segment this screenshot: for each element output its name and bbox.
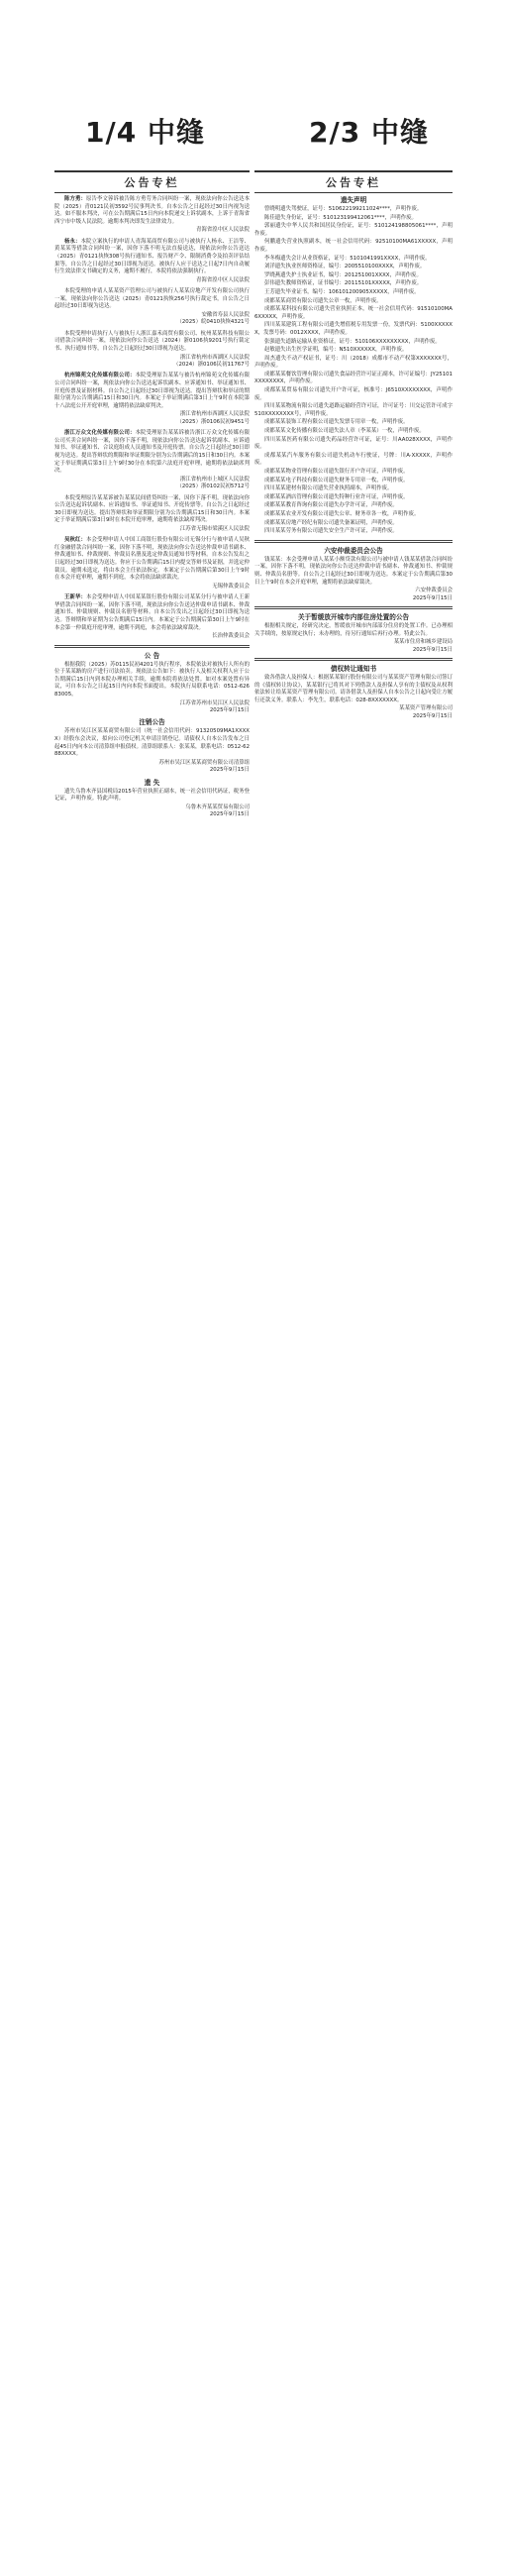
announcement-title: 六安仲裁委员会公告 [324, 546, 383, 555]
right-column [254, 170, 453, 2568]
announcement-signer [54, 700, 250, 715]
court-notice [54, 430, 250, 490]
lost-statement-title: 遗失声明 [340, 196, 367, 204]
signer-line: 青海省湟中区人民法院 [196, 227, 250, 234]
lost-statement-item: 曾晓明遗失驾驶证，证号：510622199211024****，声明作废。 [264, 206, 423, 212]
announcement [54, 662, 250, 715]
lost-statement-item: 赵敏遗失出生医学证明，编号：N510XXXXXX，声明作废。 [264, 347, 408, 354]
court-notice [54, 594, 250, 640]
court-notice-text [54, 537, 250, 583]
notice-addressee: 杨永： [64, 238, 81, 245]
announcement-signer [254, 639, 453, 654]
lost-statement-item: 成都某某商贸有限公司遗失公章一枚，声明作废。 [264, 297, 382, 304]
signer-line: 江苏省苏州市吴江区人民法院 [179, 699, 250, 706]
deregistration-notice [54, 728, 250, 774]
court-notice-text [54, 239, 250, 276]
notice-body: 本院受理原告某某与被告杭州锦苑文化传媒有限公司合同纠纷一案，现依法向你公告送达起诉状副本、应诉通知书、举证通知书、开庭传票及证据材料。自公告之日起经过30日即视为送达。提出答辩状和举证的期限分别为公告期满后15日和30日内。本案定于举证期满后第3日上午9时在本院第十八法庭公开开庭审理，逾期将依法缺席判决。 [54, 373, 250, 409]
signer-line: 某某市住房和城乡建设局 [393, 639, 453, 646]
lost-notice [54, 789, 250, 819]
lost-statement-item: 成都某某教育咨询有限公司遗失办学许可证，声明作废。 [264, 502, 398, 509]
signer-line: 2025年9月15日 [209, 811, 250, 818]
notice-signer [54, 312, 250, 327]
lost-statement-item: 四川某某建筑工程有限公司遗失增值税专用发票一份，发票代码：5100XXXXXX，发票号码：0012XXXX，声明作废。 [254, 322, 453, 336]
announcement-signer [254, 588, 453, 602]
deregistration-signer [54, 760, 250, 775]
notice-body: 本院受理申请执行人与被执行人浙江嘉禾商贸有限公司、杭州某某科技有限公司借款合同纠纷一案，现依法向你公告送达（2024）浙0106执9201号执行裁定书、执行通知书等，自公告之日起经过30日即视为送达。 [54, 330, 250, 352]
lost-statement-item: 四川某某建材有限公司遗失营业执照副本，声明作废。 [264, 485, 393, 492]
notice-signer [54, 477, 250, 491]
lost-signer [54, 805, 250, 819]
court-notice-text [54, 495, 250, 525]
lost-statement-item: 成都某某农业开发有限公司遗失公章、财务章各一枚，声明作废。 [264, 510, 420, 517]
announcement-title: 公 告 [144, 651, 160, 660]
notice-addressee: 杭州锦苑文化传媒有限公司： [64, 373, 136, 379]
lost-statement-item: 张强遗失道路运输从业资格证，证号：510106XXXXXXXXX，声明作废。 [264, 338, 441, 345]
lost-statement-item: 罗晓燕遗失护士执业证书，编号：201251001XXXX，声明作废。 [264, 271, 422, 278]
right-announcements-list [254, 540, 453, 720]
signer-line: 2025年9月15日 [412, 646, 453, 653]
announcement-title: 债权转让通知书 [330, 664, 377, 673]
lost-statement-item: 成都某某科技有限公司遗失营业执照正本，统一社会信用代码：91510100MA6XXXXX，声明作废。 [254, 306, 453, 320]
notice-addressee: 王新华： [64, 594, 87, 601]
notice-body: 本院受理的申请人某某资产管理公司与被执行人某某房地产开发有限公司执行一案，现依法向你公告送达（2025）青0121执恢256号执行裁定书，自公告之日起经过30日即视为送达。 [54, 288, 250, 310]
divider [254, 606, 453, 609]
lost-statement-item: 王芳遗失毕业证书，编号：106101200905XXXXX，声明作废。 [264, 288, 420, 295]
signer-line: 安徽省寿县人民法院 [201, 311, 250, 318]
signer-line: 2025年9月15日 [412, 594, 453, 601]
court-notice [54, 196, 250, 235]
court-notice [54, 537, 250, 590]
notice-addressee: 吴秋红： [64, 537, 87, 544]
lost-statement-item: 郭丽遗失中华人民共和国居民身份证，证号：510124198805061****，声明作废。 [254, 223, 453, 237]
notice-signer [54, 633, 250, 640]
divider [254, 658, 453, 661]
lost-statement-item: 陈佳遗失身份证，证号：510123199412061****，声明作废。 [264, 214, 417, 221]
lost-statement-item: 四川某某劳务有限公司遗失安全生产许可证，声明作废。 [264, 528, 398, 535]
court-notice [54, 239, 250, 284]
right-column-header: 公告专栏 [254, 170, 453, 193]
notice-body: 本院受理原告某某诉被告某某民间借贷纠纷一案，因你下落不明，现依法向你公告送达起诉状副本、应诉通知书、举证通知书、开庭传票等。自公告之日起经过30日即视为送达。提出答辩状和举证期限分别为公告期满后15日和30日内。本案定于举证期满后第3日9时在本院开庭审理，逾期将依法缺席判决。 [54, 494, 250, 524]
announcement-text: 致各借款人及担保人：根据某某银行股份有限公司与某某资产管理有限公司签订的《债权转让协议》，某某银行已将其对下列借款人及担保人享有的主债权及从权利依法转让给某某资产管理有限公司。请各借款人及担保人自本公告之日起向受让方履行还款义务。联系人：李先生，联系电话：028-8XXXXXXX。 [254, 674, 453, 703]
lost-statement-item: 彭伟遗失教师资格证，证书编号：20115101XXXXX，声明作废。 [264, 280, 423, 287]
announcement-title: 关于暂缓放开城市内部住房处置的公告 [297, 612, 410, 621]
lost-statement-item: 成都某某装饰工程有限公司遗失发票专用章一枚，声明作废。 [264, 419, 409, 426]
announcement-text: 根据我院（2025）苏0115民初4201号执行程序，本院依法对被执行人所有的位于某某路的房产进行司法拍卖。现依法公告如下：被执行人及相关权利人应于公告期满后15日内到本院办理相关手续，逾期本院将依法处置。如对本案处置有异议，可自本公告之日起15日内向本院书面提出。本院执行局联系电话：0512-62683005。 [54, 661, 250, 698]
lost-title: 遗 失 [144, 778, 160, 787]
notice-body: 本会受理申请人中国某某银行股份有限公司某某分行与被申请人王新华借款合同纠纷一案，因你下落不明，现依法向你公告送达仲裁申请书副本、仲裁通知书、仲裁规则、仲裁员名册等材料。自本公告发出之日起经过30日即视为送达。答辩期和举证期为公告期满后15日内。本案定于公告期满后第30日上午9时在本会第一仲裁庭开庭审理，逾期不到庭，本会将依法缺席裁决。 [54, 594, 250, 631]
court-notice-text [54, 430, 250, 476]
court-notice [54, 331, 250, 370]
signer-line: 长治仲裁委员会 [212, 633, 250, 640]
lost-statement-item: 成都某某文化传播有限公司遗失法人章（李某某）一枚，声明作废。 [264, 428, 425, 435]
lost-statement-item: 周杰遗失不动产权证书，证号：川（2018）成都市不动产权第XXXXXXX号，声明作废。 [254, 355, 453, 370]
notice-signer [54, 584, 250, 590]
signer-line: 2025年9月15日 [412, 712, 453, 719]
announcement-text: 根据相关规定，经研究决定，暂缓放开城市内部部分住房的处置工作。已办理相关手续的，按原规定执行；未办理的，待另行通知后再行办理。特此公告。 [254, 622, 453, 637]
deregistration-title: 注销公告 [139, 718, 165, 727]
signer-line: 江苏省无锡市梁溪区人民法院 [179, 525, 250, 532]
right-gutter-heading: 2/3 中缝 [309, 116, 429, 149]
left-gutter-heading: 1/4 中缝 [85, 116, 205, 149]
signer-line: 某某资产管理有限公司 [399, 705, 453, 712]
lost-statement-item: 成都某某餐饮管理有限公司遗失食品经营许可证正副本，许可证编号：JY25101XXXXXXXX，声明作废。 [254, 371, 453, 385]
court-notice [54, 288, 250, 327]
divider [54, 645, 250, 648]
notice-body: 本院受理原告某某诉被告浙江万众文化传媒有限公司买卖合同纠纷一案，因你下落不明，现依法向你公告送达起诉状副本、应诉通知书、举证通知书、合议庭组成人员通知书及开庭传票。自公告之日起经过30日即视为送达。提出答辩状的期限和举证期限分别为公告期满后的15日和30日内。本案定于举证期满后第3日上午9时30分在本院第六法庭开庭审理，逾期将依法缺席判决。 [54, 430, 250, 475]
lost-statement-item: 成都某某汽车服务有限公司遗失机动车行驶证，号牌：川A·XXXXX，声明作废。 [254, 452, 453, 467]
court-notice-text [54, 594, 250, 632]
notice-body: 本会受理申请人中国工商银行股份有限公司无锡分行与被申请人吴秋红金融借款合同纠纷一案，因你下落不明，现依法向你公告送达仲裁申请书副本、仲裁通知书、仲裁规则、仲裁员名册及选定仲裁员通知书等材料。自本公告发出之日起经过30日即视为送达。你应于公告期满后15日内提交答辩书及证据，并选定仲裁员。逾期未选定，将由本会主任依法指定。本案定于公告期满后第30日上午9时在本会开庭审理，逾期不到庭，本会将依法缺席裁决。 [54, 537, 250, 582]
lost-statement-item: 刘洋遗失执业医师资格证，编号：2005510100XXXX，声明作废。 [264, 264, 426, 270]
notice-signer [54, 227, 250, 234]
notice-addressee: 浙江万众文化传媒有限公司： [64, 430, 136, 437]
signer-line: 乌鲁木齐某某贸易有限公司 [185, 804, 250, 810]
lost-statement-item: 何鹏遗失营业执照副本，统一社会信用代码：92510100MA61XXXXX，声明作废。 [254, 239, 453, 253]
left-notices-list [54, 196, 250, 641]
notice-addressee: 陈方勇： [64, 196, 87, 202]
notice-signer [54, 355, 250, 370]
notice-signer [54, 411, 250, 426]
signer-line: （2025）皖0410执恢4321号 [176, 319, 250, 326]
deregistration-text: 苏州市吴江区某某商贸有限公司（统一社会信用代码：91320509MA1XXXXX）经股东会决议，拟向公司登记机关申请注销登记。请债权人自本公告发布之日起45日内向本公司清算组申报债权。清算组联系人：张某某，联系电话：0512-6288XXXX。 [54, 728, 250, 758]
court-notice-text [54, 331, 250, 354]
left-column [54, 170, 250, 2568]
right-notices-list [254, 206, 453, 536]
lost-statement-item: 四川某某物流有限公司遗失道路运输经营许可证，许可证号：川交运管许可成字510XXXXXXXX号，声明作废。 [254, 403, 453, 417]
divider [254, 540, 453, 543]
lost-statement-item: 李冬梅遗失会计从业资格证，证号：5101041991XXXX，声明作废。 [264, 255, 431, 262]
notice-body: 本院立案执行的申请人青海某商贸有限公司与被执行人杨永、王洁等、黄某某等借款合同纠纷一案，因你下落不明无法直接送达，现依法向你公告送达（2025）青0121执恢308号执行通知书、报告财产令、限制消费令及拍卖评估结果等，自公告之日起经过30日即视为送达。被执行人应于送达之日起7日内自动履行生效法律文书确定的义务，逾期不履行，本院将依法强制执行。 [54, 238, 250, 275]
notice-signer [54, 277, 250, 284]
lost-text: 遗失乌鲁木齐县国税局2015年营业执照正副本，统一社会信用代码证，税务登记证，声明作废。特此声明。 [54, 788, 250, 803]
signer-line: 青海省湟中区人民法院 [196, 276, 250, 283]
lost-statement-item: 四川某某医药有限公司遗失药品经营许可证，证号：川AA028XXXX，声明作废。 [254, 436, 453, 451]
signer-line: （2025）浙0106民初9451号 [176, 418, 250, 425]
signer-line: 无锡仲裁委员会 [212, 583, 250, 590]
signer-line: 2025年9月15日 [209, 707, 250, 713]
notice-signer [54, 526, 250, 533]
lost-statement-item: 成都某某物业管理有限公司遗失银行开户许可证，声明作废。 [264, 469, 409, 475]
court-notice [54, 373, 250, 426]
court-notice-text [54, 196, 250, 226]
signer-line: （2025）浙0102民初5712号 [176, 483, 250, 490]
signer-line: （2024）浙0106民初11767号 [173, 361, 250, 368]
lost-statement-item: 成都某某电子科技有限公司遗失财务专用章一枚，声明作废。 [264, 477, 409, 483]
announcement-signer [254, 705, 453, 720]
signer-line: 浙江省杭州市上城区人民法院 [179, 476, 250, 483]
signer-line: 六安仲裁委员会 [415, 588, 453, 594]
left-column-header: 公告专栏 [54, 170, 250, 193]
signer-line: 浙江省杭州市西湖区人民法院 [179, 354, 250, 361]
signer-line: 苏州市吴江区某某商贸有限公司清算组 [158, 759, 250, 766]
lost-statement-item: 成都某某房地产经纪有限公司遗失备案证明，声明作废。 [264, 519, 398, 526]
court-notice-text [54, 288, 250, 311]
lost-statement-item: 成都某某酒店管理有限公司遗失特种行业许可证，声明作废。 [264, 493, 409, 500]
signer-line: 浙江省杭州市西湖区人民法院 [179, 411, 250, 418]
court-notice-text [54, 373, 250, 410]
announcement-text: 钱某某：本会受理申请人某某小额贷款有限公司与被申请人钱某某借款合同纠纷一案，因你下落不明，现依法向你公告送达仲裁申请书副本、仲裁通知书、仲裁规则、仲裁员名册等。自公告之日起经过30日即视为送达。本案定于公告期满后第30日上午9时在本会开庭审理，逾期将依法缺席裁决。 [254, 556, 453, 586]
court-notice [54, 495, 250, 534]
notice-body: 原告李文蓉诉被告陈方勇劳务合同纠纷一案，现依法向你公告送达本院（2025）青0121民初3592号民事判决书。自本公告之日起经过30日内视为送达。如不服本判决，可在公告期满后15日内向本院递交上诉状副本，上诉于青海省西宁市中级人民法院。逾期本判决即发生法律效力。 [54, 196, 250, 225]
lost-statement-item: 成都某某贸易有限公司遗失开户许可证，核准号：J6510XXXXXXXX，声明作废。 [254, 387, 453, 401]
signer-line: 2025年9月15日 [209, 767, 250, 774]
